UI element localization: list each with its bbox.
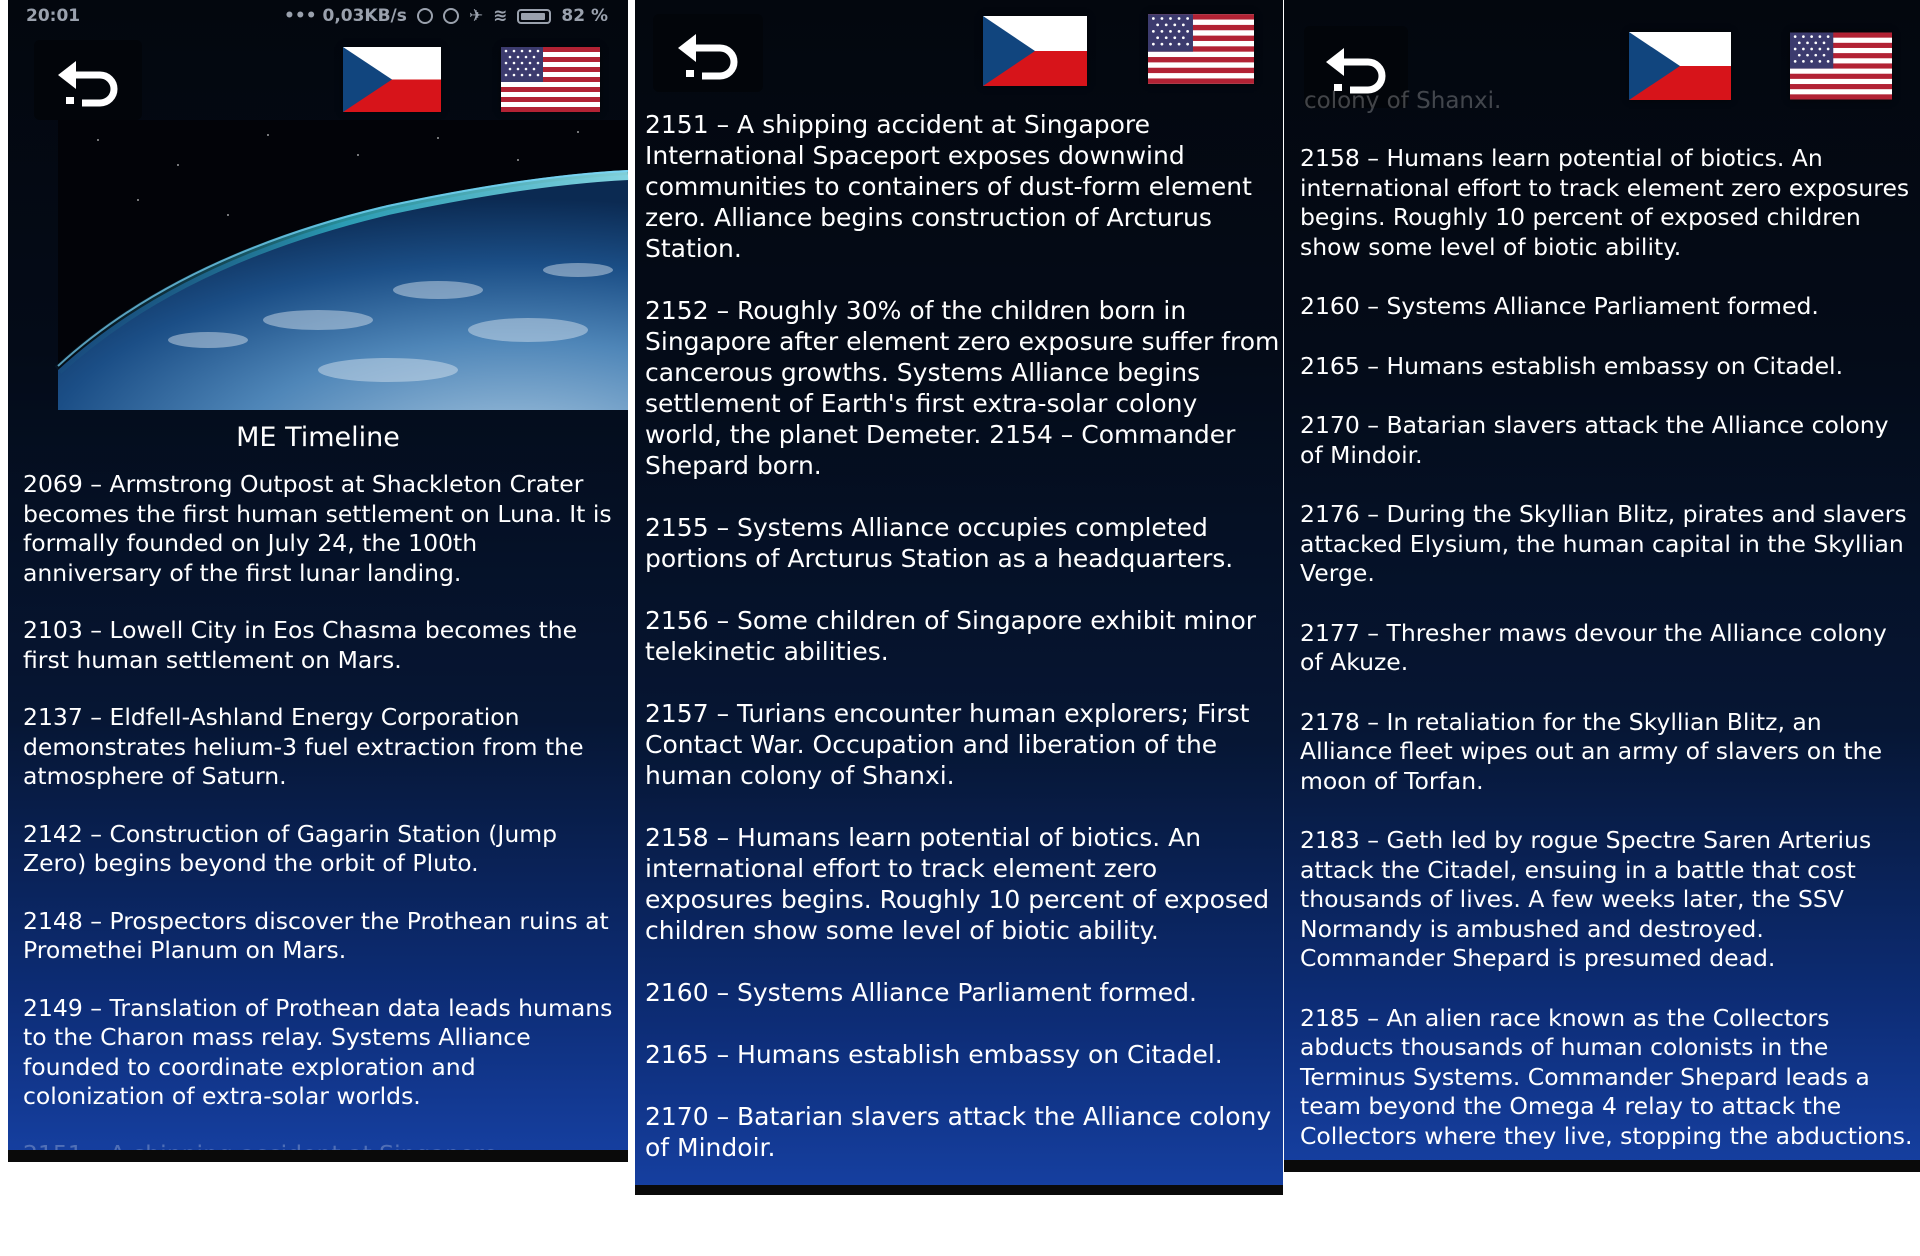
screenshot-panel-3: [1284, 0, 1920, 1172]
timeline-entry: 2183 – Geth led by rogue Spectre Saren Arterius attack the Citadel, ensuing in a battle that cost thousands of lives. A few weeks later, the SSV Normandy is ambushed and destroyed. Commander Shepard is presumed dead.: [1300, 826, 1872, 972]
back-arrow-icon: [56, 53, 120, 107]
timeline-entry: 2156 – Some children of Singapore exhibit minor telekinetic abilities.: [645, 606, 1257, 666]
timeline-entry: 2160 – Systems Alliance Parliament formed.: [645, 978, 1197, 1007]
status-bar: [8, 0, 628, 32]
timeline-entry: 2165 – Humans establish embassy on Citadel.: [645, 1040, 1223, 1069]
timeline-entry: 2185 – An alien race known as the Collectors abducts thousands of human colonists in the Terminus Systems. Commander Shepard leads a team beyond the Omega 4 relay to attack the Collectors where they live, stopping the abductions.: [1300, 1003, 1913, 1150]
timeline-entry: 2170 – Batarian slavers attack the Alliance colony of Mindoir.: [645, 1102, 1272, 1162]
timeline-entry: 2165 – Humans establish embassy on Citadel.: [1300, 351, 1844, 380]
timeline-entry: 2151 – A shipping accident at Singapore International Spaceport exposes downwind communities to containers of dust-form element zero. Alliance begins construction of Arcturus Station.: [645, 110, 1252, 263]
bottom-bar: [8, 1150, 628, 1162]
timeline-list: [1300, 144, 1916, 1181]
screenshot-panel-2: [635, 0, 1291, 1224]
airplane-icon: ✈: [468, 6, 484, 26]
us-flag-button[interactable]: [1148, 14, 1254, 84]
timeline-entry: 2103 – Lowell City in Eos Chasma becomes the first human settlement on Mars.: [23, 616, 578, 674]
czech-flag-button[interactable]: [1629, 32, 1731, 100]
app-title: ME Timeline: [236, 422, 400, 453]
timeline-entry: 2069 – Armstrong Outpost at Shackleton Crater becomes the first human settlement on Luna. It is formally founded on July 24, the 100th anniversary of the first lunar landing.: [23, 470, 612, 587]
back-arrow-icon: [676, 26, 740, 80]
timeline-entry: 2137 – Eldfell-Ashland Energy Corporation demonstrates helium-3 fuel extraction from the atmosphere of Saturn.: [23, 703, 584, 790]
timeline-entry-cutoff-top: colony of Shanxi.: [1304, 88, 1502, 114]
timeline-entry: 2177 – Thresher maws devour the Alliance colony of Akuze.: [1300, 618, 1887, 676]
timeline-entry: 2149 – Translation of Prothean data leads humans to the Charon mass relay. Systems Alliance founded to coordinate exploration and colonization of extra-solar worlds.: [23, 993, 613, 1110]
battery-icon: [517, 9, 551, 24]
alarm-icon: [443, 8, 459, 24]
timeline-entry: 2160 – Systems Alliance Parliament formed.: [1300, 292, 1819, 320]
back-button[interactable]: [653, 14, 763, 92]
timeline-entry-cutoff: 2176 – During the Skyllian Blitz, pirates and slavers: [645, 1195, 1291, 1224]
timeline-list: [23, 470, 623, 1197]
timeline-entry: 2158 – Humans learn potential of biotics. An international effort to track element zero exposures begins. Roughly 10 percent of exposed children show some level of biotic ability.: [645, 823, 1270, 945]
back-button[interactable]: [34, 40, 142, 120]
status-time: 20:01: [26, 6, 81, 26]
czech-flag-button[interactable]: [983, 16, 1087, 86]
battery-level: 82 %: [561, 6, 608, 26]
timeline-entry: 2155 – Systems Alliance occupies completed portions of Arcturus Station as a headquarters.: [645, 513, 1234, 573]
timeline-entry: 2178 – In retaliation for the Skyllian Blitz, an Alliance fleet wipes out an army of slavers on the moon of Torfan.: [1300, 707, 1883, 795]
timeline-entry: 2142 – Construction of Gagarin Station (Jump Zero) begins beyond the orbit of Pluto.: [23, 819, 558, 877]
timeline-entry: 2176 – During the Skyllian Blitz, pirates and slavers attacked Elysium, the human capital in the Skyllian Verge.: [1300, 500, 1907, 587]
bottom-bar: [1284, 1160, 1920, 1172]
timeline-entry: 2157 – Turians encounter human explorers; First Contact War. Occupation and liberation of the human colony of Shanxi.: [645, 699, 1250, 790]
bottom-bar: [635, 1185, 1283, 1195]
earth-from-space-image: [58, 120, 628, 410]
back-arrow-icon: [1324, 40, 1388, 94]
wifi-icon: ≋: [493, 6, 508, 26]
timeline-entry: 2158 – Humans learn potential of biotics. An international effort to track element zero exposures begins. Roughly 10 percent of exposed children show some level of biotic ability.: [1300, 144, 1910, 261]
network-speed: ••• 0,03KB/s: [283, 6, 407, 26]
timeline-list: [645, 109, 1291, 1256]
us-flag-button[interactable]: [1790, 32, 1892, 100]
czech-flag-button[interactable]: [343, 47, 441, 112]
screenshot-panel-1: [8, 0, 628, 1162]
timeline-entry: 2170 – Batarian slavers attack the Alliance colony of Mindoir.: [1300, 411, 1889, 469]
timeline-entry: 2152 – Roughly 30% of the children born in Singapore after element zero exposure suffer from cancerous growths. Systems Alliance begins settlement of Earth's first extra-solar colony world, the planet Demeter. 2154 – Commander Shepard born.: [645, 296, 1280, 480]
us-flag-button[interactable]: [501, 47, 600, 112]
timeline-entry: 2148 – Prospectors discover the Prothean ruins at Promethei Planum on Mars.: [23, 906, 609, 964]
mute-icon: [417, 8, 433, 24]
